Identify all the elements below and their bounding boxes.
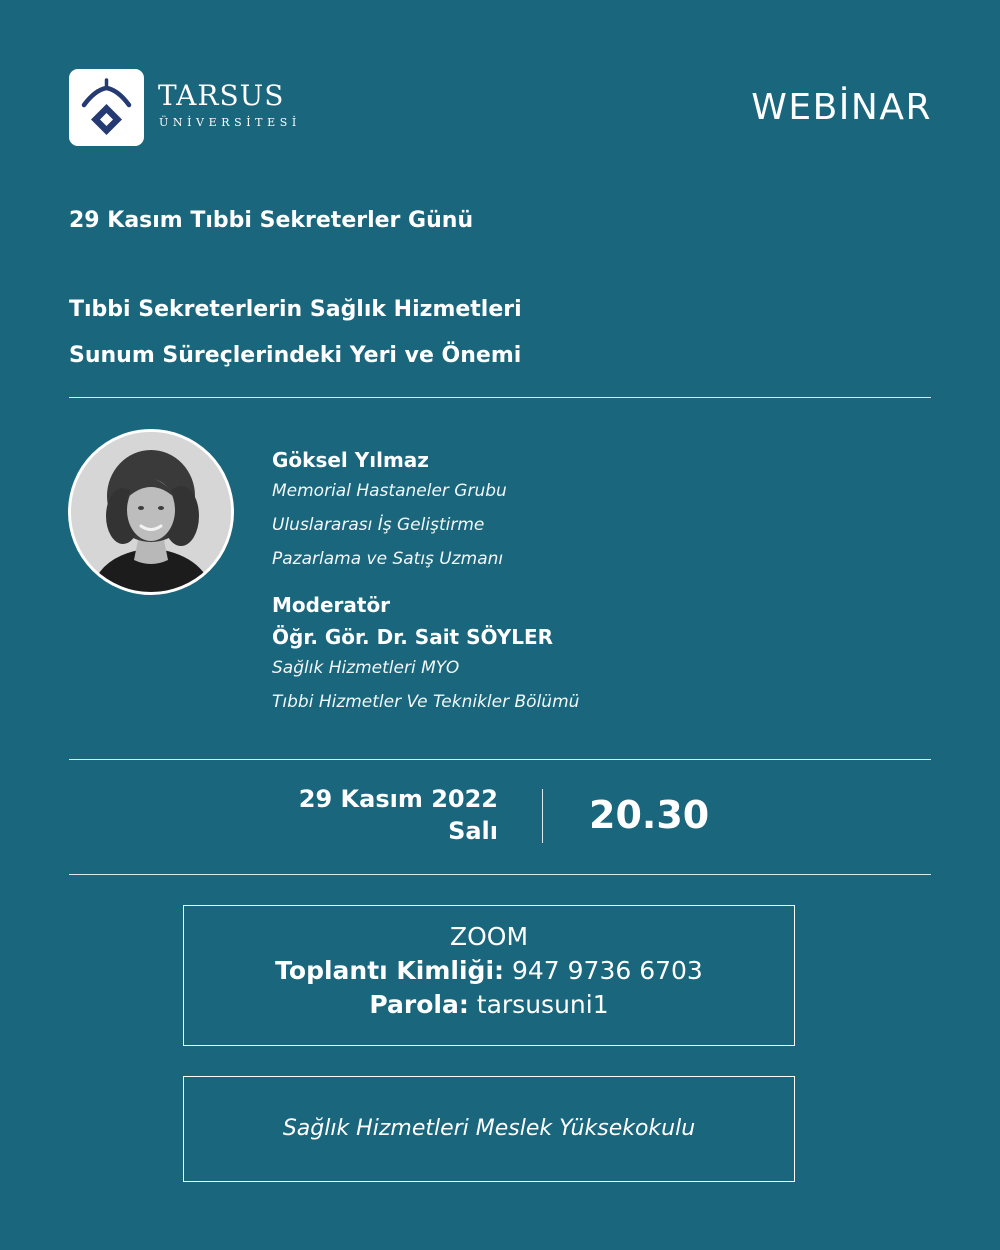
event-date — [299, 783, 498, 847]
moderator-affiliation: Sağlık Hizmetleri MYO — [272, 658, 460, 678]
event-time: 20.30 — [589, 793, 710, 837]
speaker-name: Göksel Yılmaz — [272, 448, 429, 472]
zoom-info-box — [183, 905, 795, 1046]
moderator-name: Öğr. Gör. Dr. Sait SÖYLER — [272, 625, 554, 649]
divider — [69, 759, 931, 760]
event-date-text: 29 Kasım 2022 — [298, 785, 498, 813]
zoom-meeting-id — [184, 954, 794, 988]
event-day-title: 29 Kasım Tıbbi Sekreterler Günü — [69, 208, 474, 233]
password-label: Parola: — [369, 990, 469, 1019]
date-time-separator — [542, 789, 543, 843]
talk-title-line: Tıbbi Sekreterlerin Sağlık Hizmetleri — [69, 297, 522, 322]
divider — [69, 874, 931, 875]
speaker-affiliation: Pazarlama ve Satış Uzmanı — [272, 549, 504, 569]
zoom-password — [184, 988, 794, 1022]
logo-name: TARSUS — [158, 79, 285, 112]
meeting-id-value: 947 9736 6703 — [511, 956, 703, 985]
meeting-id-label: Toplantı Kimliği: — [275, 956, 505, 985]
university-logo — [69, 69, 144, 146]
tarsus-university-logo-icon — [69, 69, 144, 146]
talk-title-line: Sunum Süreçlerindeki Yeri ve Önemi — [69, 343, 522, 368]
speaker-affiliation: Uluslararası İş Geliştirme — [272, 515, 485, 535]
webinar-badge: WEBİNAR — [751, 87, 932, 128]
speaker-photo — [68, 429, 234, 595]
organizer-name: Sağlık Hizmetleri Meslek Yüksekokulu — [282, 1116, 696, 1141]
logo-subtitle: ÜNİVERSİTESİ — [159, 116, 301, 129]
password-value: tarsusuni1 — [476, 990, 609, 1019]
speaker-info — [272, 446, 507, 576]
event-weekday: Salı — [448, 817, 498, 845]
talk-title — [69, 287, 769, 379]
zoom-platform: ZOOM — [449, 922, 529, 951]
organizer-box — [183, 1076, 795, 1182]
moderator-affiliation: Tıbbi Hizmetler Ve Teknikler Bölümü — [272, 692, 580, 712]
moderator-info — [272, 591, 579, 719]
divider — [69, 397, 931, 398]
moderator-heading: Moderatör — [272, 593, 391, 617]
speaker-affiliation: Memorial Hastaneler Grubu — [272, 481, 507, 501]
